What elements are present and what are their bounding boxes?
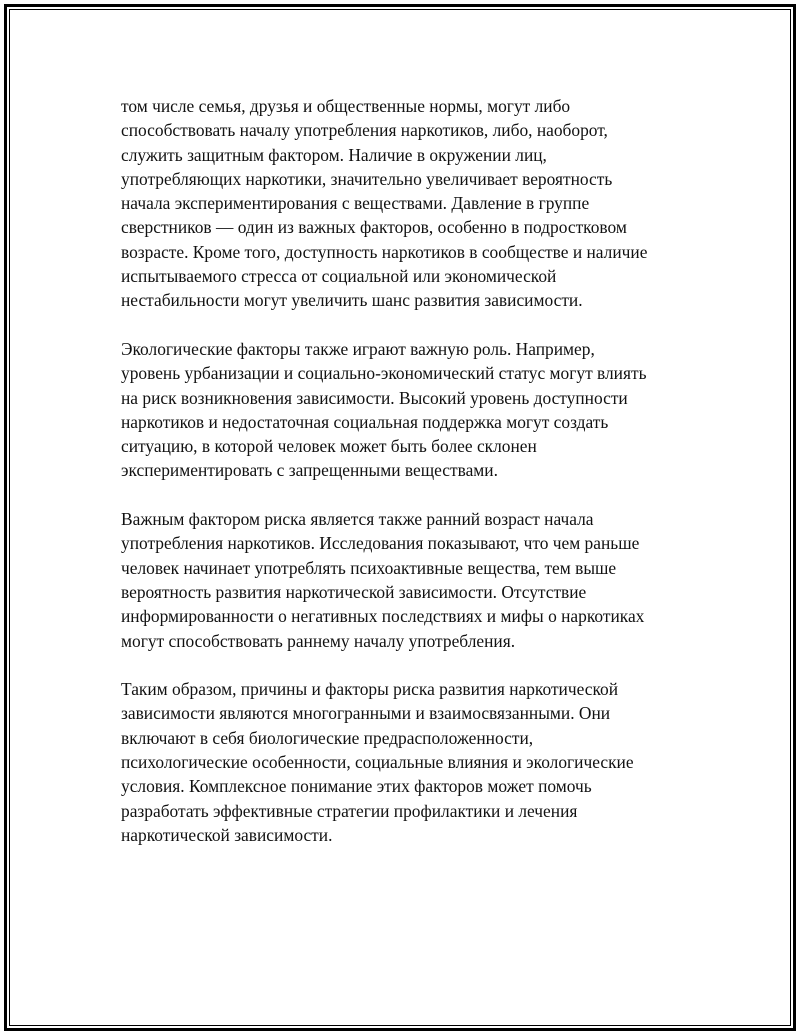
paragraph-social-factors: [121, 94, 701, 313]
text-line: человек начинает употреблять психоактивные вещества, тем выше: [121, 557, 617, 578]
document-body: [121, 94, 701, 872]
text-line: информированности о негативных последствиях и мифы о наркотиках: [121, 606, 645, 627]
text-line: испытываемого стресса от социальной или экономической: [121, 266, 557, 287]
text-line: Экологические факторы также играют важную роль. Например,: [121, 338, 595, 359]
paragraph-ecological-factors: [121, 337, 701, 483]
text-line: употребляющих наркотики, значительно увеличивает вероятность: [121, 168, 613, 189]
text-line: Важным фактором риска является также ранний возраст начала: [121, 509, 594, 530]
text-line: наркотиков и недостаточная социальная поддержка могут создать: [121, 411, 609, 432]
text-line: Таким образом, причины и факторы риска развития наркотической: [121, 679, 619, 700]
text-line: психологические особенности, социальные влияния и экологические: [121, 752, 634, 773]
text-line: включают в себя биологические предрасположенности,: [121, 727, 534, 748]
text-line: служить защитным фактором. Наличие в окружении лиц,: [121, 144, 547, 165]
text-line: наркотической зависимости.: [121, 824, 333, 845]
text-line: разработать эффективные стратегии профилактики и лечения: [121, 800, 578, 821]
text-line: ситуацию, в которой человек может быть более склонен: [121, 436, 537, 457]
text-line: зависимости являются многогранными и взаимосвязанными. Они: [121, 703, 611, 724]
text-line: начала экспериментирования с веществами. Давление в группе: [121, 193, 590, 214]
text-line: на риск возникновения зависимости. Высокий уровень доступности: [121, 387, 628, 408]
text-line: экспериментировать с запрещенными веществами.: [121, 460, 498, 481]
text-line: возрасте. Кроме того, доступность наркотиков в сообществе и наличие: [121, 241, 648, 262]
text-line: способствовать началу употребления наркотиков, либо, наоборот,: [121, 120, 608, 141]
paragraph-conclusion: [121, 677, 701, 847]
paragraph-early-age: [121, 507, 701, 653]
text-line: условия. Комплексное понимание этих факторов может помочь: [121, 776, 592, 797]
text-line: вероятность развития наркотической зависимости. Отсутствие: [121, 581, 587, 602]
text-line: уровень урбанизации и социально-экономический статус могут влиять: [121, 363, 647, 384]
page-frame: [4, 4, 796, 1031]
text-line: употребления наркотиков. Исследования показывают, что чем раньше: [121, 533, 640, 554]
text-line: нестабильности могут увеличить шанс развития зависимости.: [121, 290, 583, 311]
text-line: могут способствовать раннему началу употребления.: [121, 630, 516, 651]
text-line: том числе семья, друзья и общественные нормы, могут либо: [121, 96, 571, 116]
text-line: сверстников — один из важных факторов, особенно в подростковом: [121, 217, 627, 238]
